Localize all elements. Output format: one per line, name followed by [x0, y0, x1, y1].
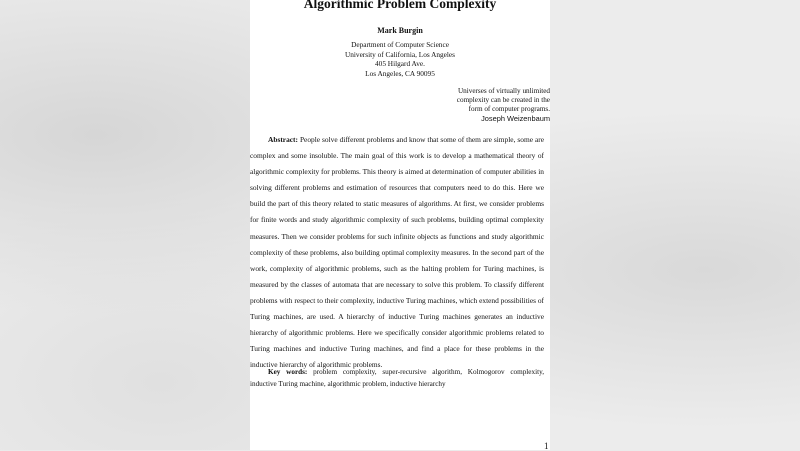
affiliation-line: University of California, Los Angeles	[344, 49, 456, 59]
epigraph-line: form of computer programs.	[468, 105, 550, 113]
abstract	[250, 132, 544, 373]
epigraph-author: Joseph Weizenbaum	[481, 114, 550, 123]
author-name: Mark Burgin	[377, 26, 423, 35]
paper-title: Algorithmic Problem Complexity	[303, 0, 497, 11]
epigraph-line: complexity can be created in the	[456, 96, 550, 104]
affiliation	[250, 40, 550, 78]
abstract-text: People solve different problems and know that some of them are simple, some are complex and some insoluble. The main goal of this work is to develop a mathematical theory of algorithmic complexity for problems. This theory is aimed at determination of computer abilities in solving different problems and estimation of resources that computers need to do this. Here we build the part of this theory related to static measures of algorithms. At first, we consider problems for finite words and study algorithmic complexity of such problems, building optimal complexity measures. Then we consider problems for such infinite objects as functions and study algorithmic complexity of these problems, also building optimal complexity measures. In the second part of the work, complexity of algorithmic problems, such as the halting problem for Turing machines, is measured by the classes of automata that are necessary to solve this problem. To classify different problems with respect to their complexity, inductive Turing machines, which extend possibilities of Turing machines, are used. A hierarchy of inductive Turing machines generates an inductive hierarchy of algorithmic problems. Here we specifically consider algorithmic problems related to Turing machines and inductive Turing machines, and find a place for these problems in the inductive hierarchy of algorithmic problems.	[250, 135, 544, 370]
keywords	[250, 367, 544, 390]
page-number: 1	[544, 441, 549, 451]
epigraph	[430, 87, 550, 123]
keywords-text: problem complexity, super-recursive algorithm, Kolmogorov complexity, inductive Turing machine, algorithmic problem, inductive hierarchy	[250, 368, 544, 388]
abstract-label: Abstract:	[268, 135, 298, 144]
affiliation-line: Los Angeles, CA 90095	[365, 68, 435, 78]
epigraph-line: Universes of virtually unlimited	[457, 87, 550, 95]
affiliation-line: 405 Hilgard Ave.	[375, 59, 425, 69]
keywords-label: Key words:	[268, 368, 308, 376]
affiliation-line: Department of Computer Science	[351, 40, 449, 49]
document-page	[250, 0, 550, 450]
